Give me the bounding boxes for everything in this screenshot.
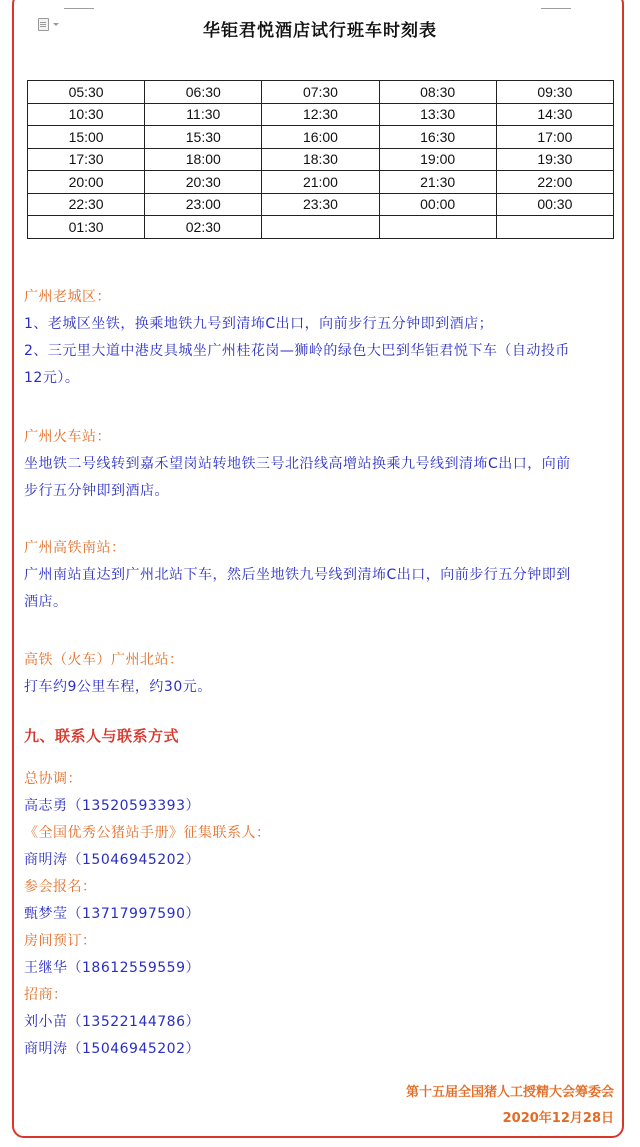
time-cell: 09:30 [496, 81, 613, 104]
direction-text: 步行五分钟即到酒店。 [24, 483, 169, 499]
time-cell: 13:30 [379, 103, 496, 126]
time-cell: 17:00 [496, 126, 613, 149]
time-cell: 23:30 [262, 193, 379, 216]
divider [541, 8, 571, 9]
time-cell: 02:30 [145, 216, 262, 239]
table-row [28, 126, 614, 149]
time-cell: 16:00 [262, 126, 379, 149]
time-cell: 10:30 [28, 103, 145, 126]
direction-text: 打车约9公里车程，约30元。 [24, 679, 212, 695]
time-cell: 15:30 [145, 126, 262, 149]
directions-content [24, 284, 616, 1063]
section-heading-south-station: 广州高铁南站： [24, 540, 126, 556]
contacts-list [24, 766, 616, 1063]
table-row [28, 103, 614, 126]
shuttle-timetable [27, 80, 614, 239]
contact-role: 招商： [24, 987, 68, 1003]
contact-role: 《全国优秀公猪站手册》征集联系人： [24, 825, 271, 841]
contact-role: 参会报名： [24, 879, 97, 895]
contact-role: 房间预订： [24, 933, 97, 949]
direction-text: 坐地铁二号线转到嘉禾望岗站转地铁三号北沿线高增站换乘九号线到清㘵C出口，向前 [24, 456, 571, 472]
time-cell: 19:30 [496, 148, 613, 171]
divider [64, 8, 94, 9]
time-cell: 18:00 [145, 148, 262, 171]
time-cell: 00:30 [496, 193, 613, 216]
time-cell: 17:30 [28, 148, 145, 171]
contact-person: 甄梦莹（13717997590） [24, 906, 200, 922]
time-cell: 14:30 [496, 103, 613, 126]
time-cell: 23:00 [145, 193, 262, 216]
section-heading-north-station: 高铁（火车）广州北站： [24, 652, 184, 668]
time-cell: 06:30 [145, 81, 262, 104]
time-cell [496, 216, 613, 239]
footer-organizer: 第十五届全国猪人工授精大会筹委会 [405, 1085, 614, 1100]
direction-text: 酒店。 [24, 594, 68, 610]
direction-text: 广州南站直达到广州北站下车，然后坐地铁九号线到清㘵C出口，向前步行五分钟即到 [24, 567, 571, 583]
contact-person: 商明涛（15046945202） [24, 852, 200, 868]
table-row [28, 81, 614, 104]
time-cell: 20:30 [145, 171, 262, 194]
time-cell: 20:00 [28, 171, 145, 194]
direction-text: 2、三元里大道中港皮具城坐广州桂花岗—狮岭的绿色大巴到华钜君悦下车（自动投币 [24, 343, 570, 359]
table-row [28, 148, 614, 171]
time-cell: 21:30 [379, 171, 496, 194]
time-cell [379, 216, 496, 239]
time-cell: 19:00 [379, 148, 496, 171]
table-row [28, 193, 614, 216]
time-cell: 12:30 [262, 103, 379, 126]
section-heading-train-station: 广州火车站： [24, 429, 111, 445]
contact-person: 高志勇（13520593393） [24, 798, 200, 814]
direction-text: 1、老城区坐铁，换乘地铁九号到清㘵C出口，向前步行五分钟即到酒店； [24, 316, 494, 332]
time-cell: 15:00 [28, 126, 145, 149]
table-row [28, 171, 614, 194]
time-cell: 22:30 [28, 193, 145, 216]
contact-person: 商明涛（15046945202） [24, 1041, 200, 1057]
contact-role: 总协调： [24, 771, 82, 787]
direction-text: 12元）。 [24, 370, 80, 386]
time-cell: 22:00 [496, 171, 613, 194]
contact-person: 王继华（18612559559） [24, 960, 200, 976]
time-cell: 07:30 [262, 81, 379, 104]
contacts-heading: 九、联系人与联系方式 [24, 727, 180, 745]
time-cell: 16:30 [379, 126, 496, 149]
page-title: 华钜君悦酒店试行班车时刻表 [203, 21, 437, 41]
time-cell: 00:00 [379, 193, 496, 216]
time-cell [262, 216, 379, 239]
table-row [28, 216, 614, 239]
footer-date: 2020年12月28日 [502, 1111, 614, 1126]
time-cell: 21:00 [262, 171, 379, 194]
time-cell: 18:30 [262, 148, 379, 171]
time-cell: 01:30 [28, 216, 145, 239]
time-cell: 08:30 [379, 81, 496, 104]
time-cell: 05:30 [28, 81, 145, 104]
section-heading-old-city: 广州老城区： [24, 289, 111, 305]
time-cell: 11:30 [145, 103, 262, 126]
contact-person: 刘小苗（13522144786） [24, 1014, 200, 1030]
